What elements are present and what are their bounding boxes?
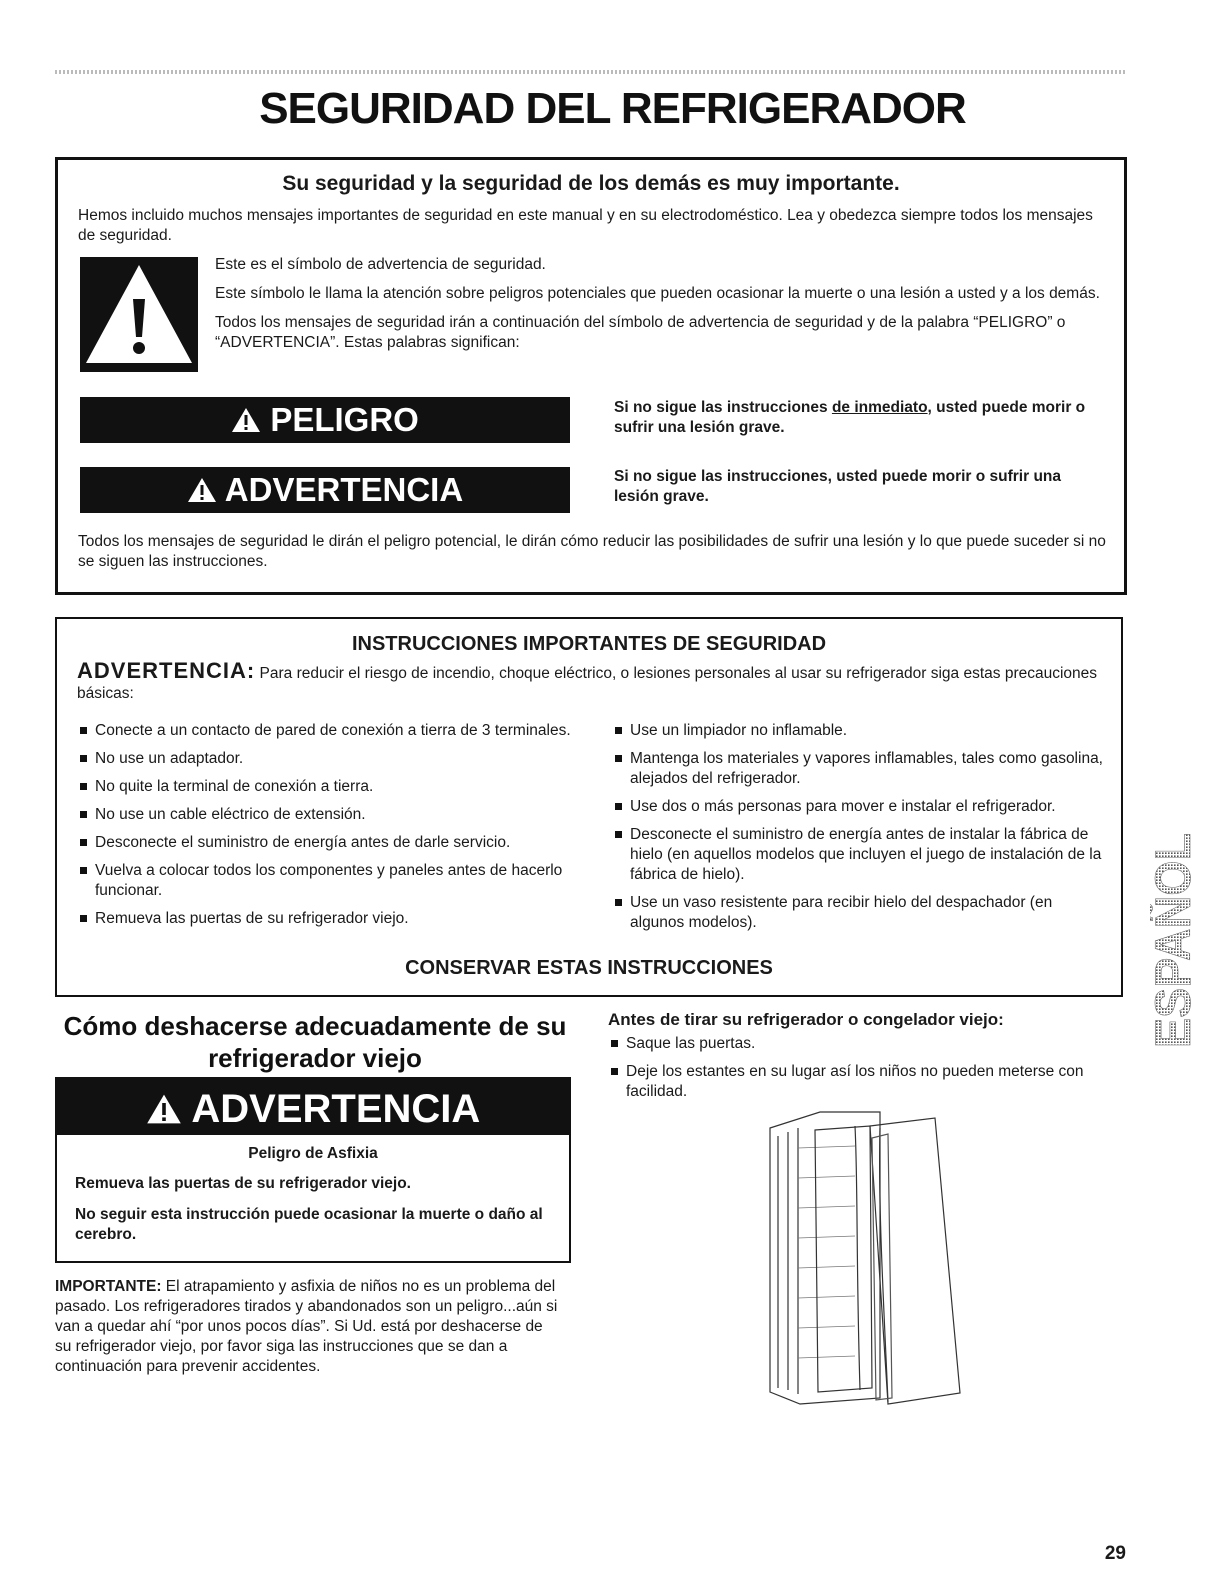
warning-label: ADVERTENCIA: (77, 658, 256, 683)
symbol-line: Todos los mensajes de seguridad irán a continuación del símbolo de advertencia de seguridad y de la palabra “PELIGRO” o “ADVERTENCIA”. Estas palabras significan: (215, 314, 1066, 351)
symbol-line: Este es el símbolo de advertencia de seguridad. (215, 256, 546, 273)
list-item: No quite la terminal de conexión a tierra. (77, 777, 577, 797)
danger-label: PELIGRO (270, 401, 419, 438)
precautions-list-right (612, 721, 1107, 941)
page-number: 29 (1104, 1543, 1126, 1564)
danger-text: , usted puede morir o sufrir una lesión grave. (614, 399, 1086, 436)
important-instructions-box (55, 617, 1123, 997)
symbol-line: Este símbolo le llama la atención sobre peligros potenciales que pueden ocasionar la muerte o una lesión a usted y a los demás. (215, 285, 1100, 302)
before-disposal-list (608, 1034, 1123, 1110)
save-instructions-note: CONSERVAR ESTAS INSTRUCCIONES (405, 957, 773, 979)
list-item: Use un vaso resistente para recibir hielo del despachador (en algunos modelos). (612, 893, 1107, 933)
list-item: Mantenga los materiales y vapores inflamables, tales como gasolina, alejados del refrigerador. (612, 749, 1107, 789)
disposal-heading: Cómo deshacerse adecuadamente de su refrigerador viejo (63, 1011, 567, 1073)
refrigerator-illustration (760, 1108, 965, 1408)
side-tab-label: ESPAÑOL (1150, 830, 1201, 1048)
list-item: Use un limpiador no inflamable. (612, 721, 1107, 741)
list-item: Saque las puertas. (608, 1034, 1123, 1054)
top-rule (55, 70, 1125, 74)
instructions-warning (77, 658, 1107, 704)
warning-banner (57, 1079, 569, 1135)
list-item: Desconecte el suministro de energía antes de instalar la fábrica de hielo (en aquellos modelos que incluyen el juego de instalación de la fábrica de hielo). (612, 825, 1107, 885)
warning-triangle-icon (80, 257, 198, 372)
symbol-explanation (215, 255, 1105, 362)
important-label: IMPORTANTE: (55, 1278, 162, 1295)
danger-emphasis: de inmediato (831, 399, 928, 416)
hazard-name: Peligro de Asfixia (248, 1145, 378, 1162)
list-item: No use un cable eléctrico de extensión. (77, 805, 577, 825)
hazard-consequence: No seguir esta instrucción puede ocasionar la muerte o daño al cerebro. (75, 1206, 543, 1243)
list-item: Remueva las puertas de su refrigerador viejo. (77, 909, 577, 929)
before-disposal-heading: Antes de tirar su refrigerador o congelador viejo: (608, 1010, 1004, 1029)
list-item: Deje los estantes en su lugar así los niños no pueden meterse con facilidad. (608, 1062, 1123, 1102)
list-item: No use un adaptador. (77, 749, 577, 769)
list-item: Conecte a un contacto de pared de conexión a tierra de 3 terminales. (77, 721, 577, 741)
warning-label: ADVERTENCIA (191, 1087, 481, 1131)
danger-text: Si no sigue las instrucciones (614, 399, 832, 416)
warning-definition: Si no sigue las instrucciones, usted puede morir o sufrir una lesión grave. (614, 468, 1062, 505)
suffocation-warning-box (55, 1077, 571, 1263)
list-item: Use dos o más personas para mover e instalar el refrigerador. (612, 797, 1107, 817)
precautions-list-left (77, 721, 577, 937)
instructions-heading: INSTRUCCIONES IMPORTANTES DE SEGURIDAD (351, 633, 827, 655)
warning-text: Para reducir el riesgo de incendio, choque eléctrico, o lesiones personales al usar su refrigerador siga estas precauciones básicas: (77, 665, 1098, 702)
alert-triangle-icon (146, 1087, 192, 1131)
language-side-tab (1150, 830, 1202, 1060)
important-note (55, 1277, 560, 1377)
safety-importance-box (55, 157, 1127, 595)
important-text: El atrapamiento y asfixia de niños no es un problema del pasado. Los refrigeradores tirados y abandonados son un peligro...aún si van a quedar ahí “por unos pocos días”. Si Ud. está por deshacerse de su refrigerador viejo, por favor siga las instrucciones que se dan a continuación para prevenir accidentes. (55, 1278, 558, 1375)
list-item: Vuelva a colocar todos los componentes y paneles antes de hacerlo funcionar. (77, 861, 577, 901)
list-item: Desconecte el suministro de energía antes de darle servicio. (77, 833, 577, 853)
safety-footer: Todos los mensajes de seguridad le dirán el peligro potencial, le dirán cómo reducir las posibilidades de sufrir una lesión y lo que puede suceder si no se siguen las instrucciones. (78, 533, 1106, 570)
hazard-instruction: Remueva las puertas de su refrigerador viejo. (75, 1175, 411, 1192)
safety-heading: Su seguridad y la seguridad de los demás es muy importante. (282, 172, 900, 195)
alert-triangle-icon (231, 401, 270, 438)
alert-triangle-icon (187, 471, 225, 508)
page-title: SEGURIDAD DEL REFRIGERADOR (259, 84, 966, 133)
danger-banner (80, 397, 570, 443)
safety-intro: Hemos incluido muchos mensajes importantes de seguridad en este manual y en su electrodoméstico. Lea y obedezca siempre todos los mensajes de seguridad. (78, 207, 1093, 244)
warning-label: ADVERTENCIA (224, 471, 464, 508)
warning-banner (80, 467, 570, 513)
danger-definition (614, 398, 1094, 438)
